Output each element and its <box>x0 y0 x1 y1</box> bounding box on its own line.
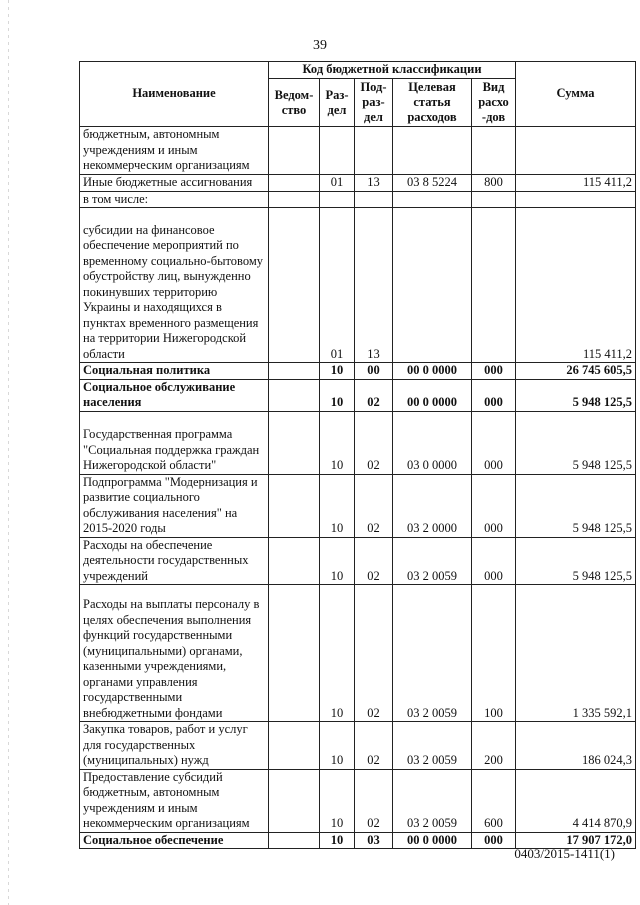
table-body <box>80 127 636 849</box>
row-podrazdel-cell: 03 <box>355 832 393 849</box>
row-razdel-cell: 10 <box>320 832 355 849</box>
row-sum-cell <box>516 191 636 208</box>
row-vid-cell <box>472 191 516 208</box>
table-row <box>80 363 636 380</box>
row-vid-cell: 000 <box>472 363 516 380</box>
row-vedomstvo-cell <box>269 832 320 849</box>
row-podrazdel-cell <box>355 127 393 175</box>
row-celevaya-cell: 03 2 0059 <box>393 585 472 722</box>
row-sum-cell: 1 335 592,1 <box>516 585 636 722</box>
row-vedomstvo-cell <box>269 127 320 175</box>
row-sum-cell <box>516 127 636 175</box>
row-vid-cell: 000 <box>472 832 516 849</box>
row-razdel-cell: 10 <box>320 769 355 832</box>
row-name-cell: Социальная политика <box>80 363 269 380</box>
row-vedomstvo-cell <box>269 191 320 208</box>
row-sum-cell: 5 948 125,5 <box>516 379 636 411</box>
row-podrazdel-cell: 13 <box>355 174 393 191</box>
table-row <box>80 769 636 832</box>
row-sum-cell: 5 948 125,5 <box>516 411 636 474</box>
row-vid-cell <box>472 208 516 363</box>
row-vedomstvo-cell <box>269 722 320 770</box>
row-name-cell: Расходы на обеспечение деятельности государственных учреждений <box>80 537 269 585</box>
row-name-cell: Государственная программа "Социальная поддержка граждан Нижегородской области" <box>80 411 269 474</box>
row-sum-cell: 26 745 605,5 <box>516 363 636 380</box>
row-razdel-cell: 01 <box>320 174 355 191</box>
row-celevaya-cell: 03 2 0059 <box>393 537 472 585</box>
row-sum-cell: 115 411,2 <box>516 174 636 191</box>
row-razdel-cell: 10 <box>320 585 355 722</box>
row-podrazdel-cell: 02 <box>355 411 393 474</box>
row-sum-cell: 115 411,2 <box>516 208 636 363</box>
row-podrazdel-cell: 00 <box>355 363 393 380</box>
table-row <box>80 379 636 411</box>
row-razdel-cell: 10 <box>320 537 355 585</box>
table-row <box>80 474 636 537</box>
table-row <box>80 208 636 363</box>
budget-table <box>79 61 636 849</box>
table-row <box>80 191 636 208</box>
row-vedomstvo-cell <box>269 537 320 585</box>
row-name-cell: Подпрограмма "Модернизация и развитие социального обслуживания населения" на 2015-2020 годы <box>80 474 269 537</box>
row-name-cell: Закупка товаров, работ и услуг для государственных (муниципальных) нужд <box>80 722 269 770</box>
row-vid-cell: 100 <box>472 585 516 722</box>
header-celevaya: Целевая статья расходов <box>393 79 472 127</box>
row-razdel-cell <box>320 191 355 208</box>
row-razdel-cell: 10 <box>320 363 355 380</box>
header-vedomstvo: Ведом-ство <box>269 79 320 127</box>
row-vid-cell: 200 <box>472 722 516 770</box>
row-name-cell: Расходы на выплаты персоналу в целях обеспечения выполнения функций государственными (муниципальными) органами, казенными учреждениями, органами управления государственными внебюджетными фондами <box>80 585 269 722</box>
row-vedomstvo-cell <box>269 585 320 722</box>
header-podrazdel: Под-раз-дел <box>355 79 393 127</box>
scan-edge <box>8 0 9 905</box>
row-vid-cell: 000 <box>472 537 516 585</box>
row-celevaya-cell: 00 0 0000 <box>393 379 472 411</box>
row-vid-cell: 600 <box>472 769 516 832</box>
row-vid-cell: 000 <box>472 474 516 537</box>
row-razdel-cell <box>320 127 355 175</box>
row-razdel-cell: 10 <box>320 411 355 474</box>
row-celevaya-cell <box>393 191 472 208</box>
table-row <box>80 127 636 175</box>
row-razdel-cell: 10 <box>320 722 355 770</box>
row-celevaya-cell: 03 0 0000 <box>393 411 472 474</box>
row-podrazdel-cell <box>355 191 393 208</box>
row-vid-cell: 000 <box>472 411 516 474</box>
row-celevaya-cell: 03 2 0000 <box>393 474 472 537</box>
row-name-cell: Предоставление субсидий бюджетным, автономным учреждениям и иным некоммерческим организациям <box>80 769 269 832</box>
row-name-cell: Социальное обслуживание населения <box>80 379 269 411</box>
row-sum-cell: 186 024,3 <box>516 722 636 770</box>
row-vedomstvo-cell <box>269 174 320 191</box>
table-row <box>80 174 636 191</box>
row-name-cell: Иные бюджетные ассигнования <box>80 174 269 191</box>
row-celevaya-cell: 03 2 0059 <box>393 722 472 770</box>
row-vid-cell: 000 <box>472 379 516 411</box>
row-celevaya-cell: 03 8 5224 <box>393 174 472 191</box>
row-sum-cell: 5 948 125,5 <box>516 537 636 585</box>
row-celevaya-cell: 00 0 0000 <box>393 363 472 380</box>
row-podrazdel-cell: 02 <box>355 474 393 537</box>
row-podrazdel-cell: 02 <box>355 379 393 411</box>
row-vedomstvo-cell <box>269 474 320 537</box>
row-vedomstvo-cell <box>269 769 320 832</box>
row-celevaya-cell <box>393 208 472 363</box>
row-sum-cell: 17 907 172,0 <box>516 832 636 849</box>
row-razdel-cell: 10 <box>320 474 355 537</box>
row-podrazdel-cell: 02 <box>355 769 393 832</box>
row-celevaya-cell: 03 2 0059 <box>393 769 472 832</box>
row-podrazdel-cell: 13 <box>355 208 393 363</box>
header-name: Наименование <box>80 62 269 127</box>
row-vedomstvo-cell <box>269 208 320 363</box>
row-razdel-cell: 10 <box>320 379 355 411</box>
row-vid-cell: 800 <box>472 174 516 191</box>
header-sum: Сумма <box>516 62 636 127</box>
row-celevaya-cell: 00 0 0000 <box>393 832 472 849</box>
row-name-cell: в том числе: <box>80 191 269 208</box>
row-sum-cell: 4 414 870,9 <box>516 769 636 832</box>
row-vedomstvo-cell <box>269 411 320 474</box>
row-podrazdel-cell: 02 <box>355 722 393 770</box>
row-celevaya-cell <box>393 127 472 175</box>
header-vid: Вид расхо -дов <box>472 79 516 127</box>
table-row <box>80 537 636 585</box>
row-vedomstvo-cell <box>269 379 320 411</box>
row-razdel-cell: 01 <box>320 208 355 363</box>
row-name-cell: субсидии на финансовое обеспечение мероприятий по временному социально-бытовому обустройству лиц, вынужденно покинувших территорию Украины и находящихся в пунктах временного размещения на территории Нижегородской области <box>80 208 269 363</box>
header-razdel: Раз-дел <box>320 79 355 127</box>
row-sum-cell: 5 948 125,5 <box>516 474 636 537</box>
page-number: 39 <box>313 38 327 53</box>
row-podrazdel-cell: 02 <box>355 537 393 585</box>
table-row <box>80 411 636 474</box>
row-vedomstvo-cell <box>269 363 320 380</box>
row-name-cell: бюджетным, автономным учреждениям и иным некоммерческим организациям <box>80 127 269 175</box>
table-row <box>80 585 636 722</box>
table-row <box>80 722 636 770</box>
row-name-cell: Социальное обеспечение <box>80 832 269 849</box>
row-vid-cell <box>472 127 516 175</box>
document-code: 0403/2015-1411(1) <box>514 846 615 861</box>
header-code-group: Код бюджетной классификации <box>269 62 516 79</box>
row-podrazdel-cell: 02 <box>355 585 393 722</box>
